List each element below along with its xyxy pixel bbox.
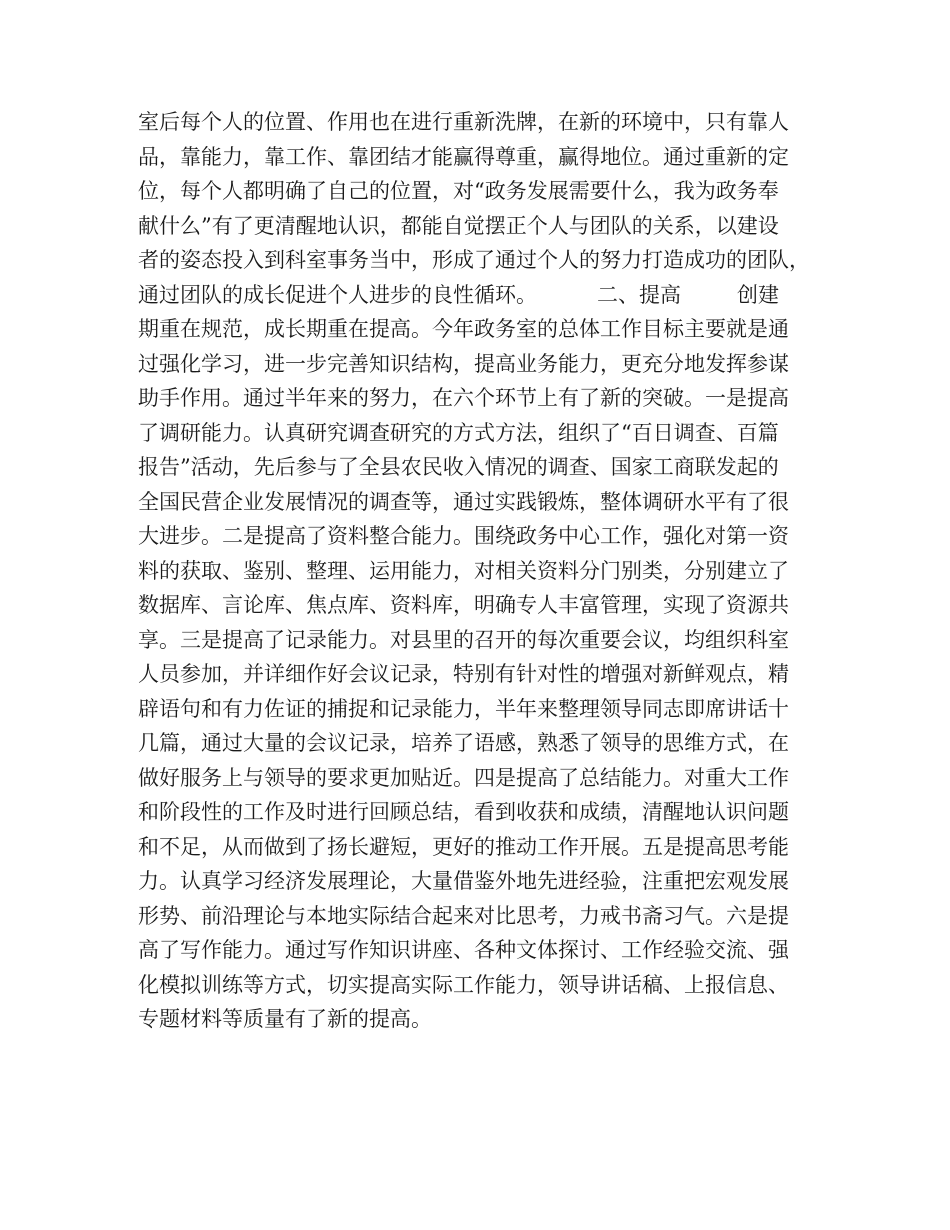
text-line-11: 报告”活动，先后参与了全县农民收入情况的调查、国家工商联发起的 bbox=[138, 455, 779, 479]
text-line-6 bbox=[138, 278, 828, 313]
text-line-21: 和阶段性的工作及时进行回顾总结，看到收获和成绩，清醒地认识问题 bbox=[138, 800, 789, 824]
section-heading: 二、提高 bbox=[597, 282, 681, 307]
text-line-3: 位，每个人都明确了自己的位置，对“政务发展需要什么，我为政务奉 bbox=[138, 179, 779, 203]
text-line-7: 期重在规范，成长期重在提高。今年政务室的总体工作目标主要就是通 bbox=[138, 317, 789, 341]
text-line-4: 献什么”有了更清醒地认识，都能自觉摆正个人与团队的关系，以建设 bbox=[138, 213, 779, 238]
text-line-15: 数据库、言论库、焦点库、资料库，明确专人丰富管理，实现了资源共 bbox=[138, 593, 789, 617]
text-line-6-start: 通过团队的成长促进个人进步的良性循环。 bbox=[138, 282, 537, 307]
text-line-26: 化模拟训练等方式，切实提高实际工作能力，领导讲话稿、上报信息、 bbox=[138, 972, 789, 997]
text-line-23: 力。认真学习经济发展理论，大量借鉴外地先进经验，注重把宏观发展 bbox=[138, 869, 789, 893]
text-line-13: 大进步。二是提高了资料整合能力。围绕政务中心工作，强化对第一资 bbox=[138, 524, 789, 548]
text-line-20: 做好服务上与领导的要求更加贴近。四是提高了总结能力。对重大工作 bbox=[138, 765, 789, 790]
text-line-17: 人员参加，并详细作好会议记录，特别有针对性的增强对新鲜观点，精 bbox=[138, 662, 789, 686]
text-line-14: 料的获取、鉴别、整理、运用能力，对相关资料分门别类，分别建立了 bbox=[138, 558, 789, 583]
text-line-9: 助手作用。通过半年来的努力，在六个环节上有了新的突破。一是提高 bbox=[138, 386, 789, 410]
text-line-12: 全国民营企业发展情况的调查等，通过实践锻炼，整体调研水平有了很 bbox=[138, 489, 789, 514]
text-line-16: 享。三是提高了记录能力。对县里的召开的每次重要会议，均组织科室 bbox=[138, 627, 789, 652]
text-line-24: 形势、前沿理论与本地实际结合起来对比思考，力戒书斋习气。六是提 bbox=[138, 903, 789, 928]
text-line-25: 高了写作能力。通过写作知识讲座、各种文体探讨、工作经验交流、强 bbox=[138, 938, 789, 962]
text-line-8: 过强化学习，进一步完善知识结构，提高业务能力，更充分地发挥参谋 bbox=[138, 351, 789, 376]
text-line-10: 了调研能力。认真研究调查研究的方式方法，组织了“百日调查、百篇 bbox=[138, 420, 779, 445]
text-line-5: 者的姿态投入到科室事务当中，形成了通过个人的努力打造成功的团队， bbox=[138, 248, 810, 272]
text-line-19: 几篇，通过大量的会议记录，培养了语感，熟悉了领导的思维方式，在 bbox=[138, 731, 789, 755]
text-line-2: 品，靠能力，靠工作、靠团结才能赢得尊重，赢得地位。通过重新的定 bbox=[138, 144, 789, 169]
text-line-1: 室后每个人的位置、作用也在进行重新洗牌，在新的环境中，只有靠人 bbox=[138, 110, 789, 134]
text-line-6-end: 创建 bbox=[737, 282, 779, 307]
text-line-27: 专题材料等质量有了新的提高。 bbox=[138, 1007, 432, 1031]
text-line-18: 辟语句和有力佐证的捕捉和记录能力，半年来整理领导同志即席讲话十 bbox=[138, 696, 789, 721]
body-paragraph bbox=[138, 105, 828, 1037]
text-line-22: 和不足，从而做到了扬长避短，更好的推动工作开展。五是提高思考能 bbox=[138, 834, 789, 859]
